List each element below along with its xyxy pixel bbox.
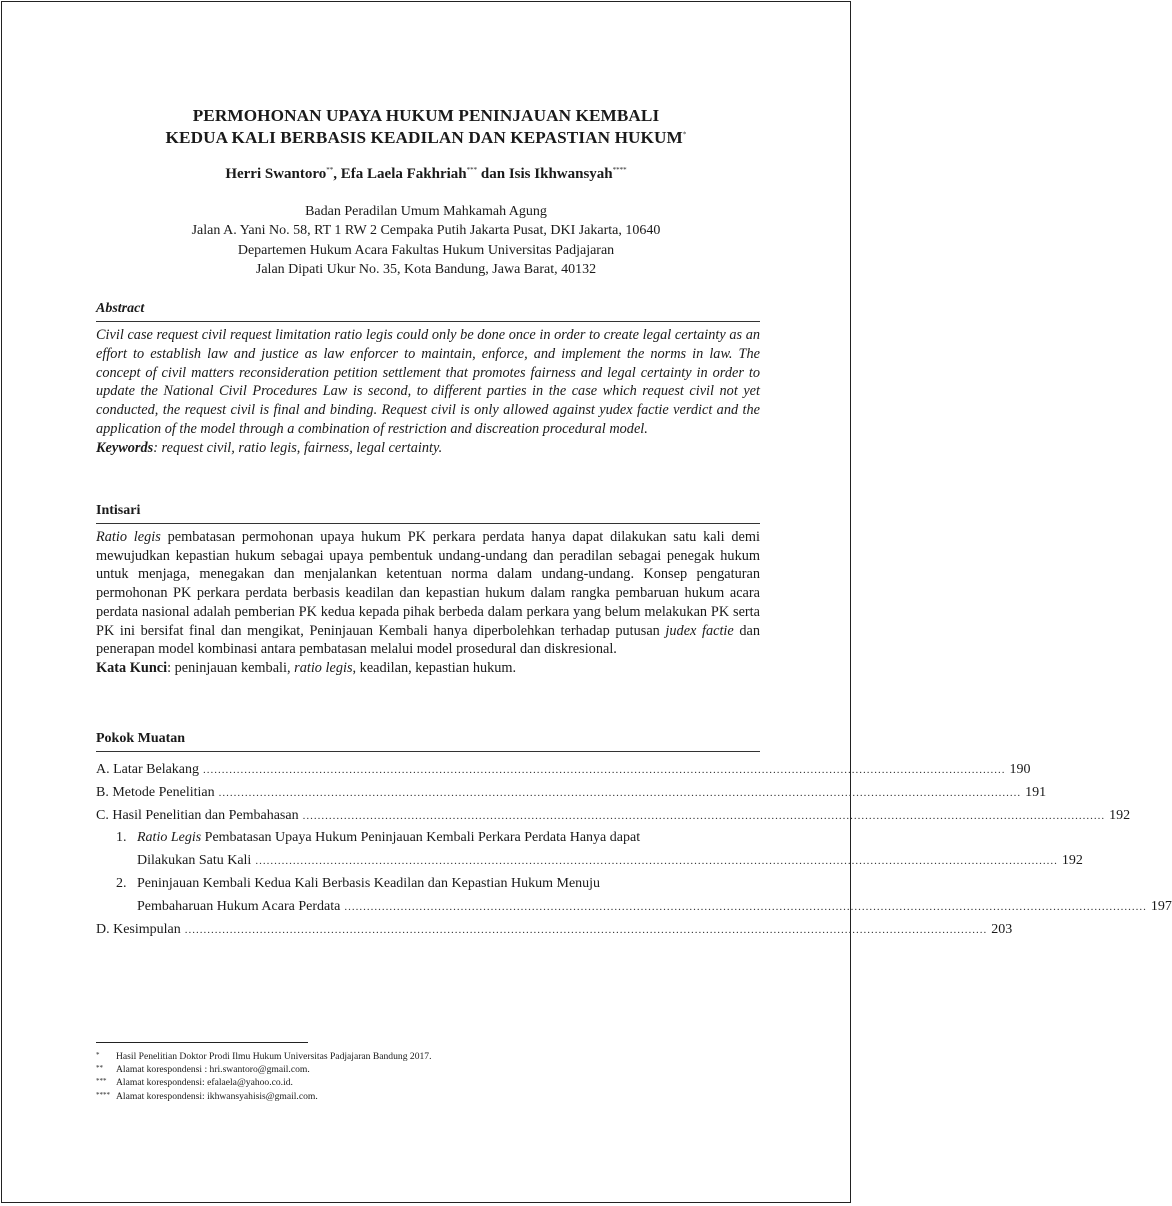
keywords-label: Keywords	[96, 439, 154, 456]
footnote-mark: *	[96, 1051, 100, 1059]
kata-kunci-label: Kata Kunci	[96, 659, 168, 676]
footnote-text: Alamat korespondensi: efalaela@yahoo.co.id.	[116, 1077, 293, 1089]
keywords-text: : request civil, ratio legis, fairness, legal certainty.	[153, 439, 443, 456]
affiliation-line-4: Jalan Dipati Ukur No. 35, Kota Bandung, Jawa Barat, 40132	[255, 261, 597, 277]
table-of-contents	[96, 760, 1172, 942]
author-2: Efa Laela Fakhriah	[340, 166, 467, 182]
author-separator-2: dan	[477, 166, 509, 182]
footnote-mark: **	[96, 1064, 103, 1073]
intisari-section	[96, 528, 760, 678]
intisari-italic-1: Ratio legis	[96, 529, 161, 545]
footnotes	[96, 1050, 431, 1103]
affiliations	[2, 202, 850, 279]
footnote-text: Alamat korespondensi: ikhwansyahisis@gmail.com.	[116, 1090, 318, 1102]
journal-page	[1, 1, 1172, 1203]
intisari-heading: Intisari	[96, 502, 760, 524]
affiliation-line-1: Badan Peradilan Umum Mahkamah Agung	[305, 204, 547, 219]
toc-number: 2.	[116, 875, 127, 891]
toc-page: 190	[1009, 762, 1031, 777]
author-3-mark: ****	[612, 166, 627, 174]
footnote-mark: ***	[96, 1077, 107, 1086]
pokok-muatan-heading: Pokok Muatan	[96, 730, 760, 752]
kata-kunci-text-2: , keadilan, kepastian hukum.	[352, 659, 517, 676]
toc-label: C. Hasil Penelitian dan Pembahasan	[96, 807, 299, 823]
footnote	[96, 1090, 431, 1103]
title-footnote-mark: *	[682, 130, 687, 139]
author-1: Herri Swantoro	[225, 166, 327, 182]
author-2-mark: ***	[466, 166, 478, 174]
toc-label: D. Kesimpulan	[96, 921, 181, 937]
footnote-text: Alamat korespondensi : hri.swantoro@gmail.com.	[116, 1064, 310, 1076]
intisari-body	[96, 528, 760, 659]
toc-label: Dilakukan Satu Kali	[137, 853, 252, 869]
footnote-mark: ****	[96, 1090, 110, 1099]
toc-item-c[interactable]	[96, 806, 1131, 829]
toc-leader: ......................................................................................................................................................................................................................	[184, 923, 988, 936]
toc-page: 197	[1150, 898, 1172, 914]
author-separator-1: ,	[333, 166, 341, 182]
toc-label	[116, 828, 640, 848]
title-line-1: PERMOHONAN UPAYA HUKUM PENINJAUAN KEMBALI	[192, 106, 660, 125]
toc-page: 192	[1061, 853, 1083, 869]
abstract-section	[96, 326, 760, 458]
footnote-text: Hasil Penelitian Doktor Prodi Ilmu Hukum Universitas Padjajaran Bandung 2017.	[116, 1051, 432, 1062]
toc-leader: ......................................................................................................................................................................................................................	[203, 764, 1006, 776]
toc-item-c1-line1[interactable]	[96, 828, 760, 851]
footnote	[96, 1076, 431, 1089]
affiliation-line-3: Departemen Hukum Acara Fakultas Hukum Universitas Padjajaran	[237, 242, 615, 258]
article-title	[2, 105, 850, 149]
toc-item-c2-line1[interactable]	[96, 874, 760, 897]
toc-page: 203	[991, 921, 1013, 937]
abstract-body: Civil case request civil request limitation ratio legis could only be done once in order to create legal certainty as an effort to establish law and justice as law enforcer to maintain, enforce, and implement the norms in law. The concept of civil matters reconsideration petition settlement that promotes fairness and legal certainty in order to update the National Civil Procedures Law is second, to different parties in the case which request civil not yet conducted, the request civil is final and binding. Request civil is only allowed against yudex factie verdict and the application of the model through a combination of restriction and discreation procedural model.	[96, 327, 760, 437]
toc-leader: ......................................................................................................................................................................................................................	[255, 855, 1058, 868]
kata-kunci-italic: ratio legis	[294, 659, 353, 676]
toc-page: 192	[1109, 807, 1131, 823]
affiliation-line-2: Jalan A. Yani No. 58, RT 1 RW 2 Cempaka Putih Jakarta Pusat, DKI Jakarta, 10640	[191, 223, 661, 239]
footnote	[96, 1050, 431, 1063]
abstract-keywords	[96, 439, 760, 458]
intisari-italic-2: judex factie	[665, 622, 734, 639]
kata-kunci	[96, 659, 760, 678]
toc-leader: ......................................................................................................................................................................................................................	[344, 900, 1147, 913]
toc-label: B. Metode Penelitian	[96, 784, 215, 800]
intisari-text-2: dan penerapan model kombinasi antara pembatasan melalui model prosedural dan diskresional.	[96, 622, 760, 658]
title-line-2	[2, 127, 850, 149]
toc-number: 1.	[116, 830, 127, 846]
title-line-2-text: KEDUA KALI BERBASIS KEADILAN DAN KEPASTIAN HUKUM	[165, 128, 683, 147]
toc-label-text: Peninjauan Kembali Kedua Kali Berbasis Keadilan dan Kepastian Hukum Menuju	[137, 875, 601, 891]
abstract-heading: Abstract	[96, 300, 760, 322]
author-3: Isis Ikhwansyah	[508, 166, 613, 182]
intisari-text-1: pembatasan permohonan upaya hukum PK perkara perdata hanya dapat dilakukan satu kali demi mewujudkan kepastian hukum sebagai upaya pembentuk undang-undang dan peradilan sebagai penegak hukum untuk menjaga, menegakan dan menjalankan ketentuan norma dalam undang-undang. Konsep pengaturan permohonan PK perkara perdata berbasis keadilan dan kepastian hukum dalam rangka pembaruan hukum acara perdata nasional adalah pemberian PK kedua kepada pihak berbeda dalam perkara yang belum melakukan PK serta PK ini bersifat final dan mengikat, Peninjauan Kembali hanya diperbolehkan terhadap putusan	[96, 529, 760, 639]
toc-item-d[interactable]	[96, 920, 1013, 943]
kata-kunci-text-1: : peninjauan kembali,	[167, 659, 295, 676]
footnote-divider	[96, 1042, 308, 1043]
toc-leader: ......................................................................................................................................................................................................................	[218, 786, 1022, 799]
toc-italic: Ratio Legis	[137, 830, 202, 846]
toc-label	[116, 874, 600, 894]
toc-item-c2-line2[interactable]	[96, 897, 1172, 920]
toc-leader: ......................................................................................................................................................................................................................	[302, 809, 1106, 822]
toc-item-c1-line2[interactable]	[96, 851, 1083, 874]
toc-item-b[interactable]	[96, 783, 1047, 806]
toc-label: A. Latar Belakang	[96, 762, 200, 777]
toc-label-text: Pembatasan Upaya Hukum Peninjauan Kembali Perkara Perdata Hanya dapat	[201, 830, 641, 846]
footnote	[96, 1063, 431, 1076]
author-list	[2, 164, 850, 184]
author-1-mark: **	[326, 166, 334, 174]
toc-page: 191	[1025, 784, 1047, 800]
toc-item-a[interactable]	[96, 760, 1031, 783]
toc-label: Pembaharuan Hukum Acara Perdata	[137, 898, 341, 914]
